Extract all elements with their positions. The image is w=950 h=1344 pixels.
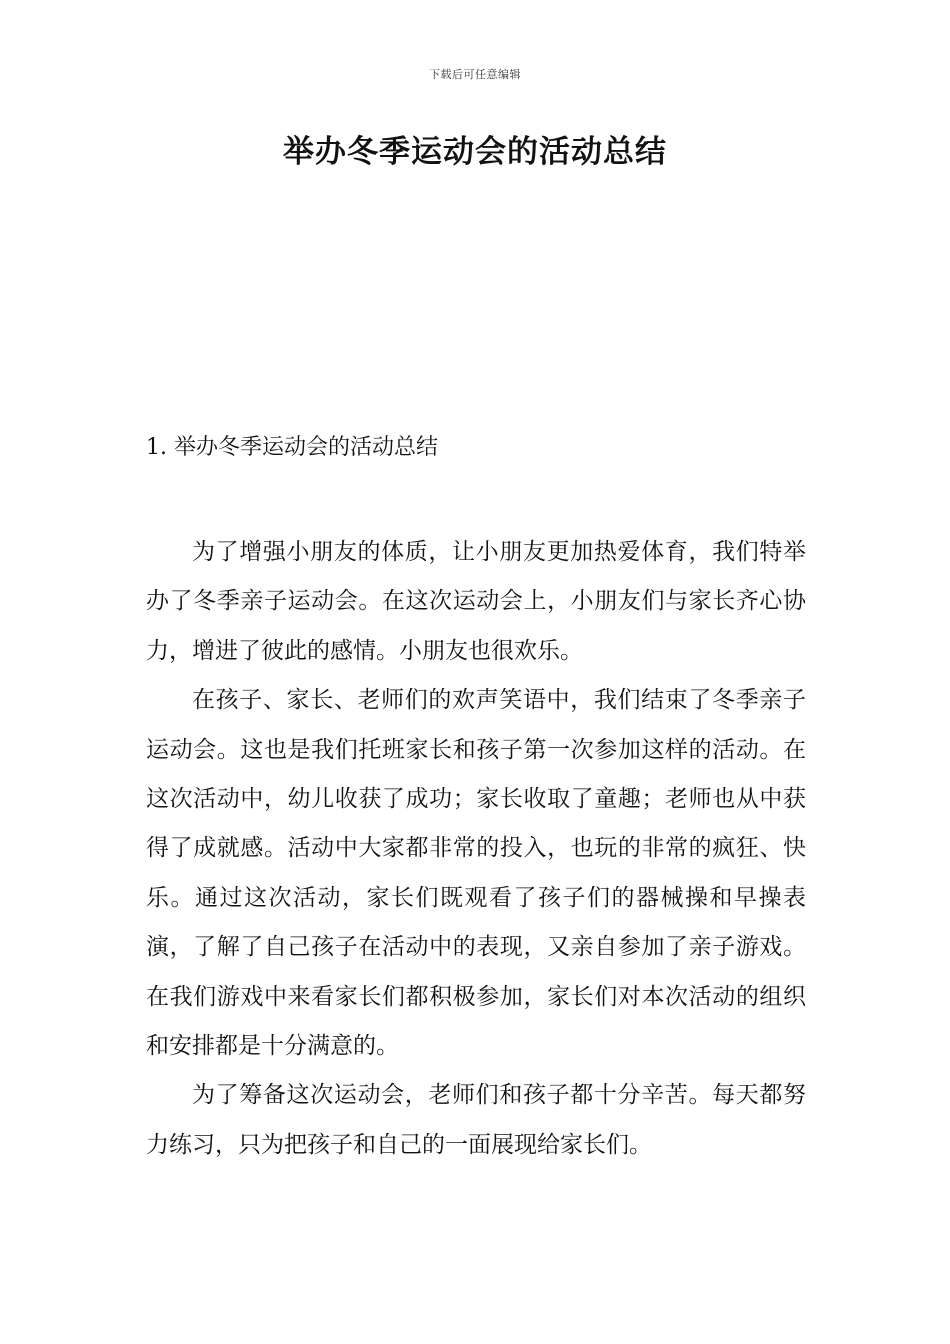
document-title: 举办冬季运动会的活动总结: [283, 134, 667, 170]
paragraph-3: 为了筹备这次运动会，老师们和孩子都十分辛苦。每天都努力练习，只为把孩子和自己的一面展现给家长们。: [146, 1082, 806, 1158]
header-note: 下载后可任意编辑: [429, 68, 521, 81]
paragraph-2: 在孩子、家长、老师们的欢声笑语中，我们结束了冬季亲子运动会。这也是我们托班家长和孩子第一次参加这样的活动。在这次活动中，幼儿收获了成功；家长收取了童趣；老师也从中获得了成就感。活动中大家都非常的投入，也玩的非常的疯狂、快乐。通过这次活动，家长们既观看了孩子们的器械操和早操表演，了解了自己孩子在活动中的表现，又亲自参加了亲子游戏。在我们游戏中来看家长们都积极参加，家长们对本次活动的组织和安排都是十分满意的。: [146, 687, 806, 1060]
body-text: [146, 528, 806, 1170]
paragraph-1: 为了增强小朋友的体质，让小朋友更加热爱体育，我们特举办了冬季亲子运动会。在这次运动会上，小朋友们与家长齐心协力，增进了彼此的感情。小朋友也很欢乐。: [146, 539, 806, 664]
section-heading: 1. 举办冬季运动会的活动总结: [146, 435, 438, 460]
